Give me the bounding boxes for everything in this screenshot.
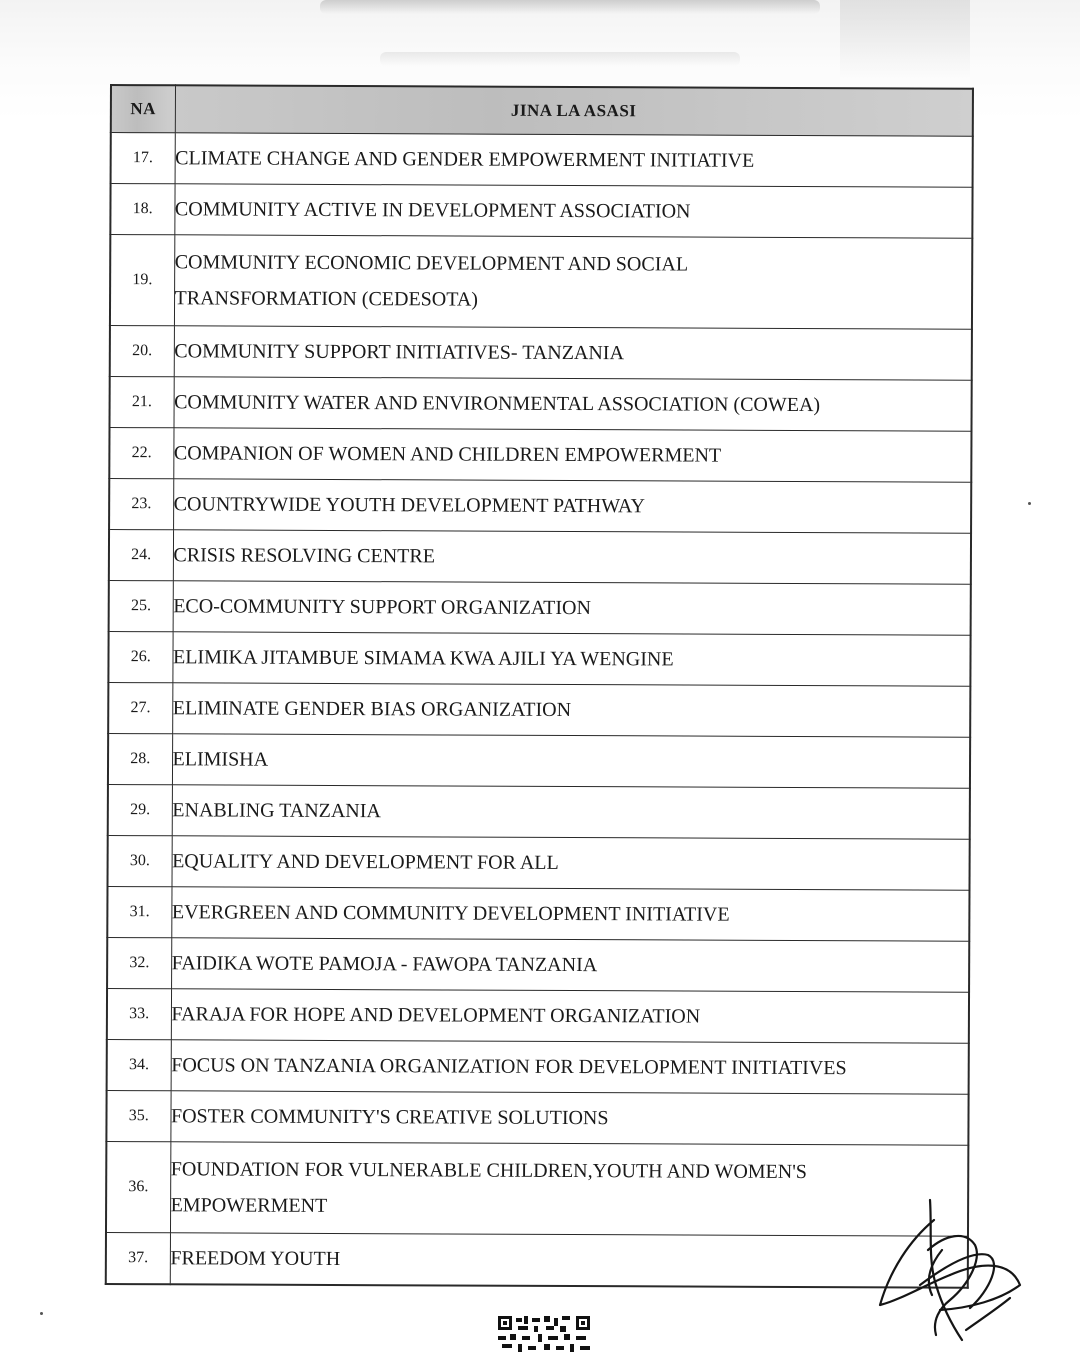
organization-name [174, 235, 972, 329]
row-number: 21. [110, 377, 174, 428]
paper-speck [1028, 502, 1031, 505]
organization-name: ENABLING TANZANIA [172, 785, 970, 839]
bleed-through-smudge [380, 52, 740, 66]
row-number: 28. [108, 733, 172, 784]
organization-name: EVERGREEN AND COMMUNITY DEVELOPMENT INITIATIVE [171, 887, 969, 941]
organization-name-line: TRANSFORMATION (CEDESOTA) [174, 287, 479, 311]
row-number: 24. [109, 530, 173, 581]
bleed-through-smudge [840, 0, 970, 80]
row-number: 34. [107, 1039, 171, 1090]
table-row [107, 937, 969, 992]
organization-name: FARAJA FOR HOPE AND DEVELOPMENT ORGANIZATION [171, 989, 969, 1043]
bleed-through-smudge [320, 0, 820, 14]
organization-name [170, 1142, 968, 1236]
qr-code-icon [498, 1316, 594, 1352]
organization-name: FREEDOM YOUTH [170, 1233, 968, 1288]
table-row [109, 479, 971, 534]
table-row [107, 988, 969, 1043]
organization-name: ECO-COMMUNITY SUPPORT ORGANIZATION [173, 581, 971, 635]
table-row [107, 886, 969, 941]
table-row [108, 784, 970, 839]
table-row [106, 1232, 968, 1287]
table-row [108, 733, 970, 788]
organization-name: FAIDIKA WOTE PAMOJA - FAWOPA TANZANIA [171, 938, 969, 992]
header-name: JINA LA ASASI [175, 85, 973, 136]
organization-name: ELIMIKA JITAMBUE SIMAMA KWA AJILI YA WENGINE [172, 632, 970, 686]
table-row [110, 326, 972, 381]
organization-name: FOSTER COMMUNITY'S CREATIVE SOLUTIONS [170, 1091, 968, 1145]
paper-speck [40, 1312, 43, 1315]
row-number: 18. [110, 184, 174, 235]
row-number: 37. [106, 1232, 170, 1284]
organization-name: CLIMATE CHANGE AND GENDER EMPOWERMENT INITIATIVE [175, 133, 973, 187]
row-number: 23. [109, 479, 173, 530]
table-row [110, 184, 972, 239]
table-row [109, 580, 971, 635]
organization-name-line: FOUNDATION FOR VULNERABLE CHILDREN,YOUTH AND WOMEN'S [170, 1158, 808, 1184]
organization-name: COUNTRYWIDE YOUTH DEVELOPMENT PATHWAY [173, 479, 971, 533]
table-row [107, 835, 969, 890]
organizations-table [105, 84, 974, 1289]
row-number: 36. [106, 1141, 170, 1232]
organization-name: ELIMINATE GENDER BIAS ORGANIZATION [172, 683, 970, 737]
table-row [108, 682, 970, 737]
organization-name-line: COMMUNITY ECONOMIC DEVELOPMENT AND SOCIAL [174, 251, 689, 276]
row-number: 32. [107, 937, 171, 988]
handwritten-signature [870, 1190, 1030, 1350]
row-number: 25. [109, 580, 173, 631]
row-number: 26. [108, 631, 172, 682]
organization-name: COMMUNITY ACTIVE IN DEVELOPMENT ASSOCIATION [174, 184, 972, 238]
organization-name: EQUALITY AND DEVELOPMENT FOR ALL [171, 836, 969, 890]
row-number: 19. [110, 235, 174, 326]
table-row [108, 631, 970, 686]
organization-name: CRISIS RESOLVING CENTRE [173, 530, 971, 584]
table-row [109, 428, 971, 483]
header-number: NA [111, 85, 175, 133]
table-row [106, 1141, 968, 1236]
table-header-row [111, 85, 973, 136]
organization-name: ELIMISHA [172, 734, 970, 788]
row-number: 17. [111, 133, 175, 184]
row-number: 35. [106, 1090, 170, 1141]
table-row [107, 1039, 969, 1094]
row-number: 20. [110, 326, 174, 377]
table-row [106, 1090, 968, 1145]
row-number: 22. [109, 428, 173, 479]
organization-name: FOCUS ON TANZANIA ORGANIZATION FOR DEVELOPMENT INITIATIVES [171, 1040, 969, 1094]
table-row [111, 133, 973, 188]
table-row [109, 530, 971, 585]
row-number: 27. [108, 682, 172, 733]
table-row [110, 377, 972, 432]
organization-name-line: EMPOWERMENT [170, 1194, 328, 1217]
table-row [110, 235, 972, 330]
organization-name: COMMUNITY WATER AND ENVIRONMENTAL ASSOCIATION (COWEA) [174, 377, 972, 431]
organization-name: COMPANION OF WOMEN AND CHILDREN EMPOWERMENT [173, 428, 971, 482]
row-number: 31. [107, 886, 171, 937]
row-number: 29. [108, 784, 172, 835]
organization-name: COMMUNITY SUPPORT INITIATIVES- TANZANIA [174, 326, 972, 380]
row-number: 33. [107, 988, 171, 1039]
row-number: 30. [107, 835, 171, 886]
